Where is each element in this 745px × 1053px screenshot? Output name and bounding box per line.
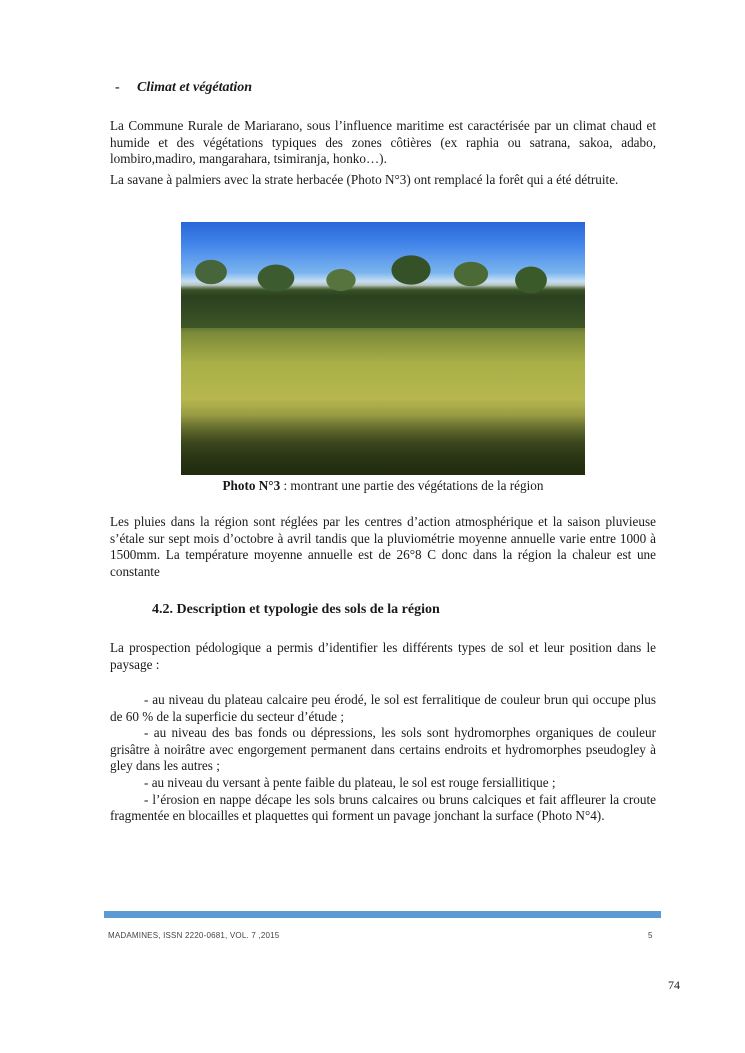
footer-divider-bar — [104, 911, 661, 918]
heading-title: Climat et végétation — [137, 80, 253, 95]
list-item: - au niveau du plateau calcaire peu érodé, le sol est ferralitique de couleur brun qui occupe plus de 60 % de la superficie du secteur d’étude ; — [110, 692, 656, 724]
footer-journal: MADAMINES, ISSN 2220-0681, VOL. 7 ,2015 — [108, 931, 280, 940]
list-item: - au niveau des bas fonds ou dépressions, les sols sont hydromorphes organiques de couleur grisâtre à noirâtre avec engorgement permanent dans certains endroits et hydromorphes pseudogley à gley dans les autres ; — [110, 725, 656, 774]
paragraph-prospection: La prospection pédologique a permis d’identifier les différents types de sol et leur position dans le paysage : — [110, 640, 656, 672]
paragraph-rainfall: Les pluies dans la région sont réglées par les centres d’action atmosphérique et la saison pluvieuse s’étale sur sept mois d’octobre à avril tandis que la pluviométrie moyenne annuelle varie entre 1000 à 1500mm. La température moyenne annuelle est de 26°8 C donc dans la région la chaleur est une constante — [110, 514, 656, 579]
section-heading-climat — [115, 80, 252, 96]
section-title-sols: 4.2. Description et typologie des sols de la région — [152, 602, 440, 617]
photo-caption-label: Photo N°3 — [222, 478, 281, 493]
list-item: - au niveau du versant à pente faible du plateau, le sol est rouge fersiallitique ; — [144, 774, 556, 790]
list-item: - l’érosion en nappe décape les sols bruns calcaires ou bruns calciques et fait affleurer la croute fragmentée en blocailles et plaquettes qui forment un pavage jonchant la surface (Photo N°4). — [110, 791, 656, 824]
palm-treeline-image — [181, 250, 585, 328]
photo-caption-text: : montrant une partie des végétations de la région — [280, 478, 544, 493]
footer-journal-page: 5 — [648, 931, 653, 940]
page-number: 74 — [668, 978, 680, 992]
paragraph-climate: La Commune Rurale de Mariarano, sous l’influence maritime est caractérisée par un climat chaud et humide et des végétations typiques des zones côtières (ex raphia ou satrana, sakoa, adabo, lombiro,madiro, mangarahara, tsimiranja, honko…). — [110, 118, 656, 167]
paragraph-savanna: La savane à palmiers avec la strate herbacée (Photo N°3) ont remplacé la forêt qui a été détruite. — [110, 172, 619, 187]
photo-caption — [181, 478, 585, 494]
foreground-shadow-image — [181, 415, 585, 475]
soil-list — [110, 692, 656, 825]
savanna-photo — [181, 222, 585, 475]
heading-dash: - — [115, 80, 120, 95]
